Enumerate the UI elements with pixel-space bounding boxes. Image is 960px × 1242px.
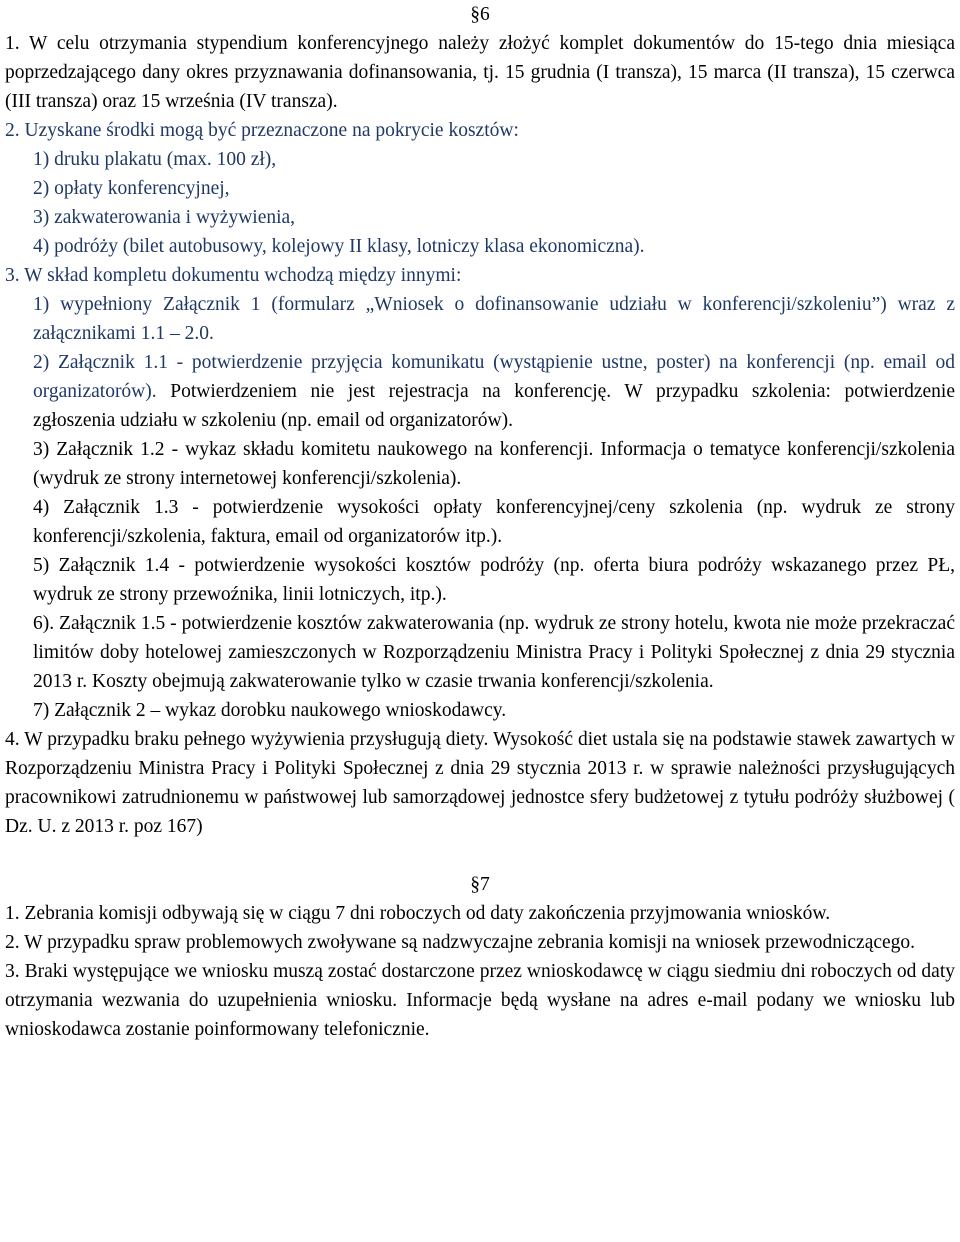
section-7-paragraph-2: [5, 928, 955, 957]
text-segment: 1. Zebrania komisji odbywają się w ciągu 7 dni roboczych od daty zakończenia przyjmowania wniosków.: [5, 903, 831, 924]
section-6-p2-item-3: [5, 203, 955, 232]
section-6-paragraph-4: [5, 725, 960, 841]
text-segment: 2) Załącznik 1.1 - potwierdzenie przyjęcia komunikatu (wystąpienie ustne, poster) na konferencji (np. email od organizatorów).: [33, 352, 960, 402]
text-segment: 1. W celu otrzymania stypendium konferencyjnego należy złożyć komplet dokumentów do 15-tego dnia miesiąca poprzedzającego dany okres przyznawania dofinansowania, tj. 15 grudnia (I transza), 15 marca (II transza), 15 czerwca (III transza) oraz 15 września (IV transza).: [5, 33, 960, 112]
section-6-heading: §6: [470, 4, 490, 25]
section-6-p3-item-5: [5, 551, 960, 609]
section-6-p3-item-2: [5, 348, 960, 435]
section-6-p2-item-4: [5, 232, 955, 261]
section-6-p3-item-7: [5, 696, 955, 725]
section-6-p3-item-4: [5, 493, 960, 551]
text-segment: Potwierdzeniem nie jest rejestracja na konferencję. W przypadku szkolenia: potwierdzenie zgłoszenia udziału w szkoleniu (np. email od organizatorów).: [33, 381, 960, 431]
section-7-paragraph-3: [5, 957, 960, 1044]
section-6-p2-item-2: [5, 174, 955, 203]
section-spacer: [5, 841, 955, 870]
section-6-paragraph-2: [5, 116, 955, 145]
section-6-paragraph-1: [5, 29, 960, 116]
text-segment: 3. Braki występujące we wniosku muszą zostać dostarczone przez wnioskodawcę w ciągu siedmiu dni roboczych od daty otrzymania wezwania do uzupełnienia wniosku. Informacje będą wysłane na adres e-mail podany we wniosku lub wnioskodawca zostanie poinformowany telefonicznie.: [5, 961, 960, 1040]
section-7-paragraph-1: [5, 899, 955, 928]
section-6-p3-item-3: [5, 435, 960, 493]
text-segment: 6). Załącznik 1.5 - potwierdzenie kosztów zakwaterowania (np. wydruk ze strony hotelu, kwota nie może przekraczać limitów doby hotelowej zamieszczonych w Rozporządzeniu Ministra Pracy i Polityki Społecznej z dnia 29 stycznia 2013 r. Koszty obejmują zakwaterowanie tylko w czasie trwania konferencji/szkolenia.: [33, 613, 960, 692]
text-segment: 2) opłaty konferencyjnej,: [33, 178, 230, 199]
document-page: [5, 0, 960, 1044]
text-segment: 2. Uzyskane środki mogą być przeznaczone na pokrycie kosztów:: [5, 120, 519, 141]
section-6-p3-item-1: [5, 290, 960, 348]
section-6-p3-item-6: [5, 609, 960, 696]
section-6-p2-item-1: [5, 145, 955, 174]
section-7-heading: §7: [470, 874, 490, 895]
text-segment: 3) Załącznik 1.2 - wykaz składu komitetu naukowego na konferencji. Informacja o tematyce konferencji/szkolenia (wydruk ze strony internetowej konferencji/szkolenia).: [33, 439, 960, 489]
text-segment: 2. W przypadku spraw problemowych zwoływane są nadzwyczajne zebrania komisji na wniosek przewodniczącego.: [5, 932, 916, 953]
section-6-paragraph-3: [5, 261, 955, 290]
text-segment: 1) druku plakatu (max. 100 zł),: [33, 149, 277, 170]
text-segment: 3) zakwaterowania i wyżywienia,: [33, 207, 296, 228]
text-segment: 1) wypełniony Załącznik 1 (formularz „Wniosek o dofinansowanie udziału w konferencji/szkoleniu”) wraz z załącznikami 1.1 – 2.0.: [33, 294, 960, 344]
text-segment: 7) Załącznik 2 – wykaz dorobku naukowego wnioskodawcy.: [33, 700, 507, 721]
text-segment: 5) Załącznik 1.4 - potwierdzenie wysokości kosztów podróży (np. oferta biura podróży wskazanego przez PŁ, wydruk ze strony przewoźnika, linii lotniczych, itp.).: [33, 555, 960, 605]
text-segment: 3. W skład kompletu dokumentu wchodzą między innymi:: [5, 265, 462, 286]
text-segment: 4) Załącznik 1.3 - potwierdzenie wysokości opłaty konferencyjnej/ceny szkolenia (np. wydruk ze strony konferencji/szkolenia, faktura, email od organizatorów itp.).: [33, 497, 960, 547]
text-segment: 4. W przypadku braku pełnego wyżywienia przysługują diety. Wysokość diet ustala się na podstawie stawek zawartych w Rozporządzeniu Ministra Pracy i Polityki Społecznej z dnia 29 stycznia 2013 r. w sprawie należności przysługujących pracownikowi zatrudnionemu w państwowej lub samorządowej jednostce sfery budżetowej z tytułu podróży służbowej ( Dz. U. z 2013 r. poz 167): [5, 729, 960, 837]
text-segment: 4) podróży (bilet autobusowy, kolejowy II klasy, lotniczy klasa ekonomiczna).: [33, 236, 645, 257]
